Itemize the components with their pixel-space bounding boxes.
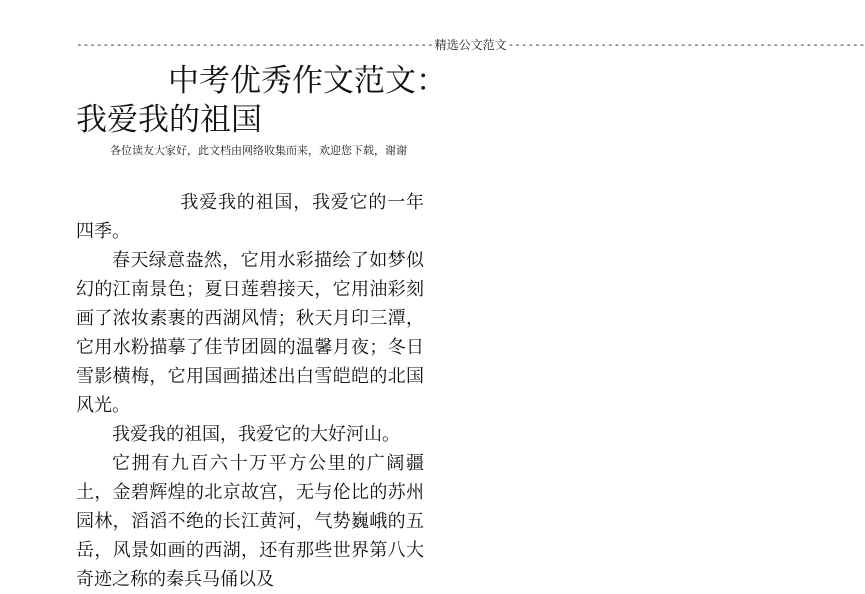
paragraph-1: 我爱我的祖国，我爱它的一年四季。 — [76, 192, 424, 242]
header-right-dashes: ------------------------------------------------------ — [507, 38, 865, 51]
paragraph-2: 春天绿意盎然，它用水彩描绘了如梦似幻的江南景色；夏日莲碧接天，它用油彩刻画了浓妆素裹的西湖风情；秋天月印三潭，它用水粉描摹了佳节团圆的温馨月夜；冬日雪影横梅，它用国画描述出白雪皑皑的北国风光。 — [76, 250, 424, 416]
paragraph-3: 我爱我的祖国，我爱它的大好河山。 — [112, 424, 400, 445]
document-body — [76, 188, 424, 594]
document-header-rule — [76, 38, 865, 52]
download-notice: 各位读友大家好，此文档由网络收集而来，欢迎您下载，谢谢 — [110, 144, 407, 157]
document-title-line-1: 中考优秀作文范文： — [168, 63, 447, 99]
header-label: 精选公文范文 — [434, 38, 507, 52]
paragraph-4: 它拥有九百六十万平方公里的广阔疆土，金碧辉煌的北京故宫，无与伦比的苏州园林，滔滔不绝的长江黄河，气势巍峨的五岳，风景如画的西湖，还有那些世界第八大奇迹之称的秦兵马俑以及 — [76, 453, 424, 590]
document-title-line-2: 我爱我的祖国 — [76, 102, 262, 138]
header-left-dashes: ------------------------------------------------------ — [76, 38, 434, 51]
